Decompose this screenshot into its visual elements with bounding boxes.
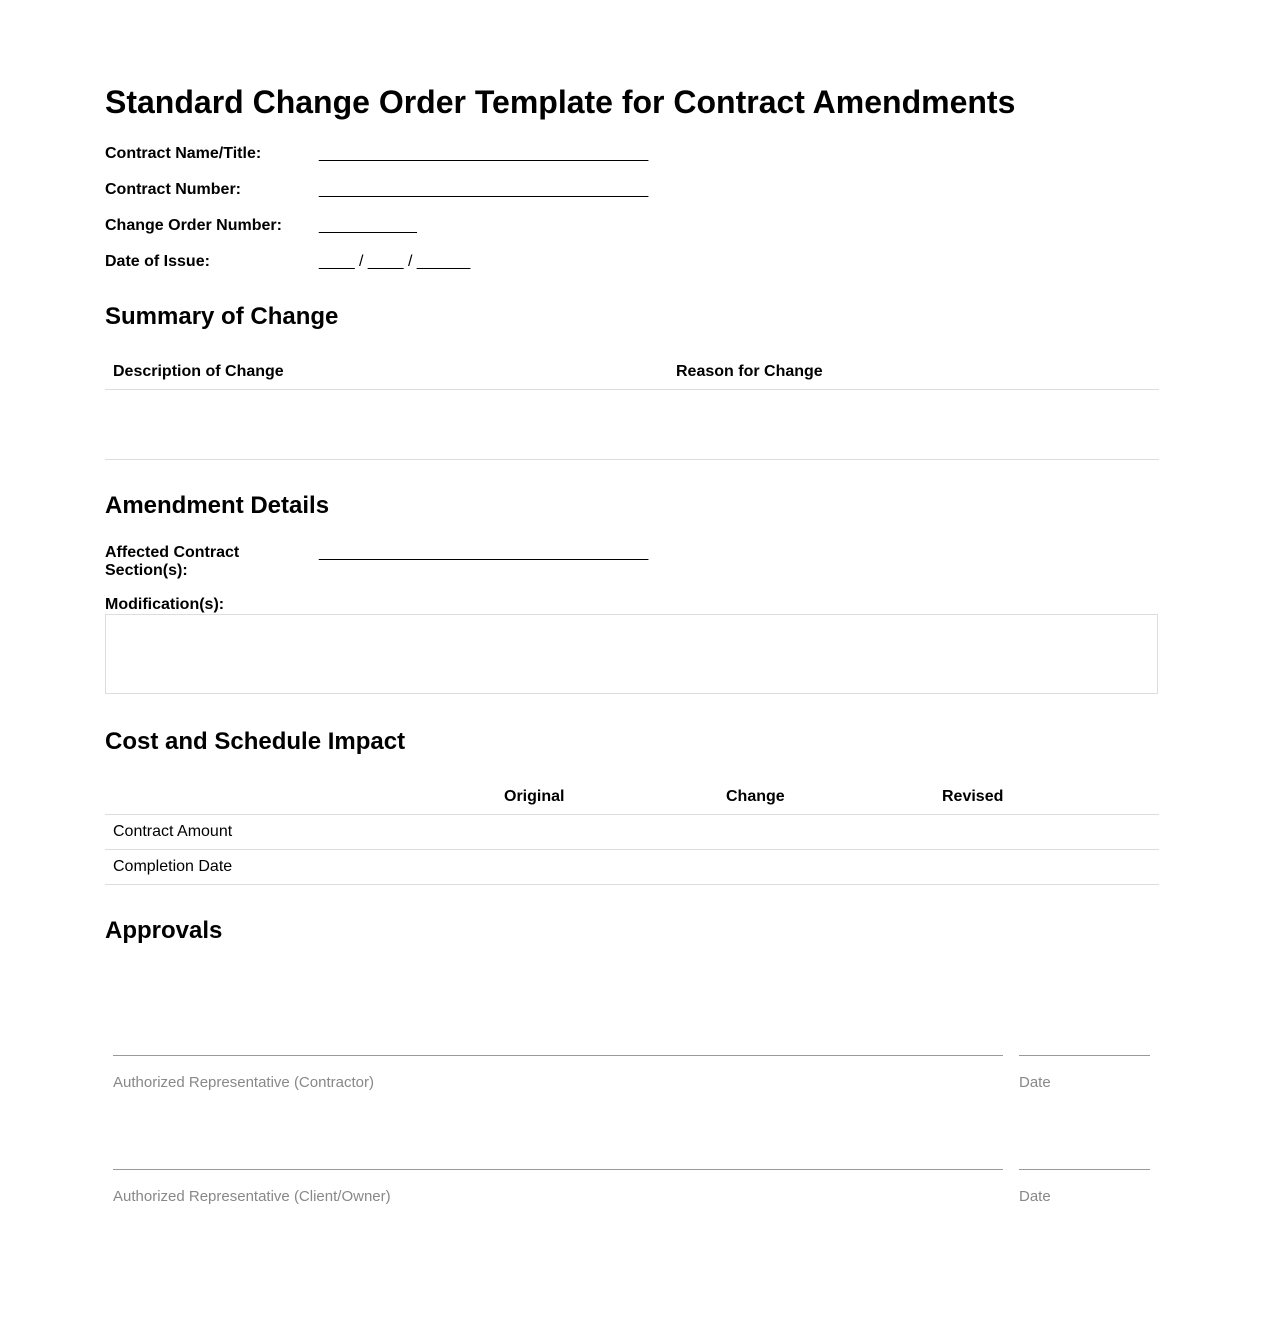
summary-table-header: [105, 355, 1159, 390]
signature-label: Authorized Representative (Contractor): [113, 1074, 374, 1091]
cost-schedule-table: [105, 779, 1159, 885]
field-label-line2: Section(s):: [105, 562, 188, 579]
signature-label: Authorized Representative (Client/Owner): [113, 1188, 391, 1205]
document-title: Standard Change Order Template for Contract Amendments: [105, 84, 1016, 120]
signature-line[interactable]: [113, 1169, 1003, 1170]
modifications-label: Modification(s):: [105, 596, 225, 613]
amendment-heading: Amendment Details: [105, 492, 330, 519]
field-label: [105, 544, 305, 580]
field-label: Change Order Number:: [105, 217, 282, 234]
column-header-reason: Reason for Change: [676, 363, 823, 380]
summary-table-row[interactable]: [105, 390, 1159, 460]
date-line[interactable]: [1019, 1055, 1150, 1056]
date-of-issue-blank[interactable]: ____ / ____ / ______: [319, 253, 471, 270]
column-header-original: Original: [504, 788, 565, 805]
column-header-description: Description of Change: [113, 363, 284, 380]
table-row[interactable]: [105, 850, 1159, 885]
signature-line[interactable]: [113, 1055, 1003, 1056]
affected-sections-blank[interactable]: _____________________________________: [319, 544, 649, 561]
row-label-completion-date: Completion Date: [113, 858, 233, 875]
cost-table-header: [105, 779, 1159, 815]
approvals-heading: Approvals: [105, 917, 223, 944]
field-label: Contract Name/Title:: [105, 145, 262, 162]
column-header-revised: Revised: [942, 788, 1004, 805]
modifications-box[interactable]: [105, 614, 1158, 694]
change-order-number-blank[interactable]: ___________: [319, 217, 417, 234]
cost-schedule-heading: Cost and Schedule Impact: [105, 728, 406, 755]
summary-table: [105, 355, 1159, 460]
contract-name-blank[interactable]: _____________________________________: [319, 145, 649, 162]
date-label: Date: [1019, 1188, 1051, 1205]
table-row[interactable]: [105, 815, 1159, 850]
date-line[interactable]: [1019, 1169, 1150, 1170]
column-header-change: Change: [726, 788, 785, 805]
summary-heading: Summary of Change: [105, 303, 339, 330]
field-label-line1: Affected Contract: [105, 544, 240, 561]
row-label-contract-amount: Contract Amount: [113, 823, 233, 840]
field-label: Contract Number:: [105, 181, 242, 198]
date-label: Date: [1019, 1074, 1051, 1091]
contract-number-blank[interactable]: _____________________________________: [319, 181, 649, 198]
field-label: Date of Issue:: [105, 253, 210, 270]
